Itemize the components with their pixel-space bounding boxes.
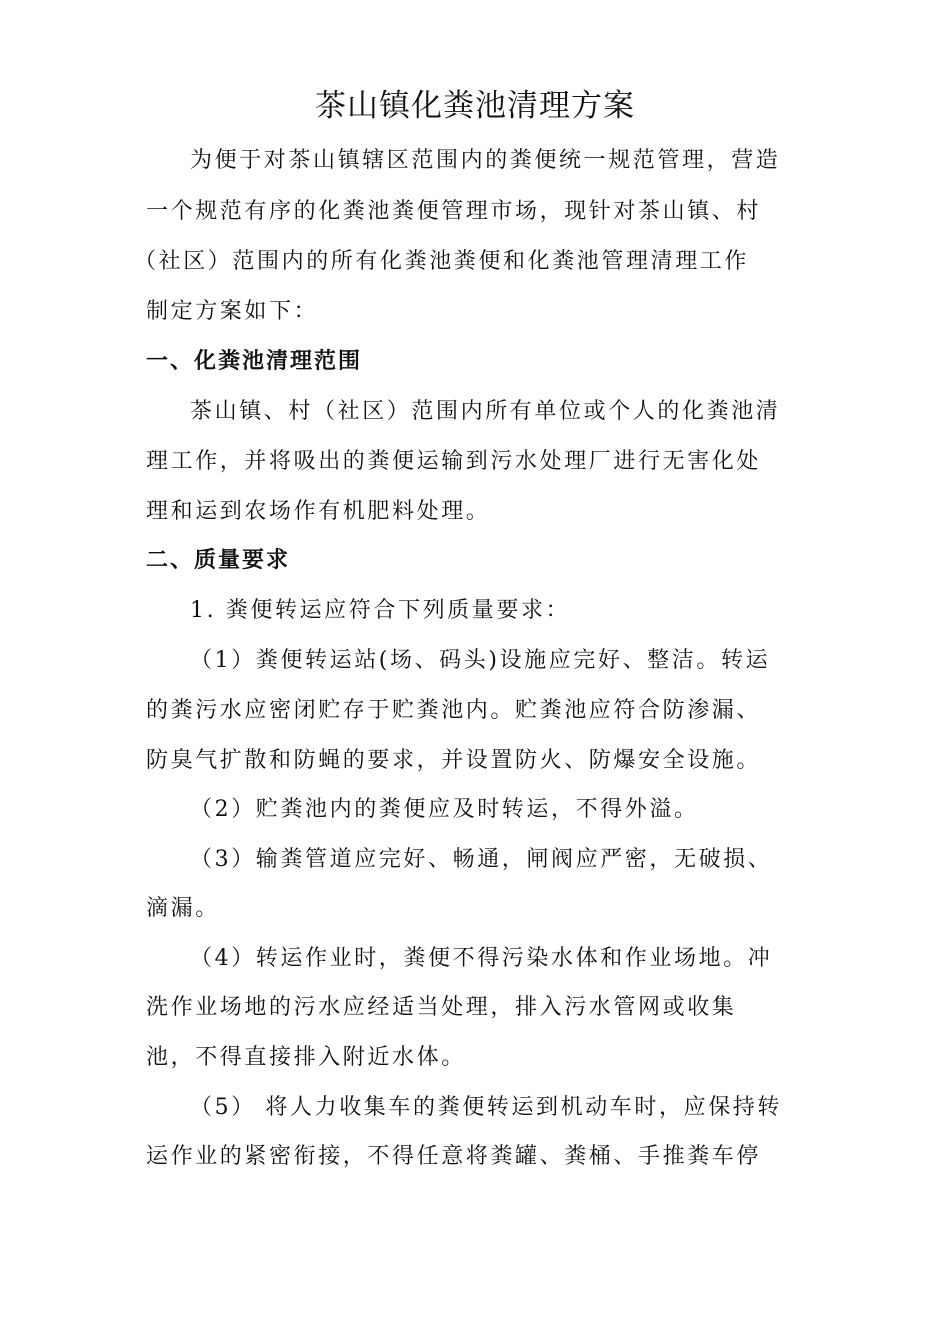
sub-4-line-2: 洗作业场地的污水应经适当处理，排入污水管网或收集 (146, 995, 737, 1020)
sub-5-line-2: 运作业的紧密衔接，不得任意将粪罐、粪桶、手推粪车停 (146, 1144, 762, 1169)
sub-5-line-1: （5） 将人力收集车的粪便转运到机动车时，应保持转 (190, 1095, 782, 1120)
sub-2-line-1: （2）贮粪池内的粪便应及时转运，不得外溢。 (190, 797, 699, 822)
sub-1-line-1: （1）粪便转运站(场、码头)设施应完好、整洁。转运 (190, 648, 771, 673)
section-1-line-1: 茶山镇、村（社区）范围内所有单位或个人的化粪池清 (190, 399, 781, 424)
sub-4-line-3: 池，不得直接排入附近水体。 (146, 1045, 466, 1070)
section-1-line-2: 理工作，并将吸出的粪便运输到污水处理厂进行无害化处 (146, 449, 762, 474)
sub-1-line-2: 的粪污水应密闭贮存于贮粪池内。贮粪池应符合防渗漏、 (146, 698, 762, 723)
intro-line-4: 制定方案如下： (146, 299, 319, 324)
section-2-item-1: 1. 粪便转运应符合下列质量要求： (190, 598, 571, 623)
intro-line-1: 为便于对茶山镇辖区范围内的粪便统一规范管理，营造 (190, 148, 781, 173)
intro-line-3: （社区）范围内的所有化粪池粪便和化粪池管理清理工作 (134, 249, 750, 274)
sub-1-line-3: 防臭气扩散和防蝇的要求，并设置防火、防爆安全设施。 (146, 748, 762, 773)
section-2-heading: 二、质量要求 (146, 548, 291, 573)
intro-line-2: 一个规范有序的化粪池粪便管理市场，现针对茶山镇、村 (146, 199, 762, 224)
section-1-heading: 一、化粪池清理范围 (146, 349, 363, 374)
section-1-line-3: 理和运到农场作有机肥料处理。 (146, 499, 491, 524)
sub-3-line-1: （3）输粪管道应完好、畅通，闸阀应严密，无破损、 (190, 847, 773, 872)
document-title: 茶山镇化粪池清理方案 (315, 88, 635, 124)
sub-4-line-1: （4）转运作业时，粪便不得污染水体和作业场地。冲 (190, 946, 773, 971)
sub-3-line-2: 滴漏。 (146, 896, 220, 921)
